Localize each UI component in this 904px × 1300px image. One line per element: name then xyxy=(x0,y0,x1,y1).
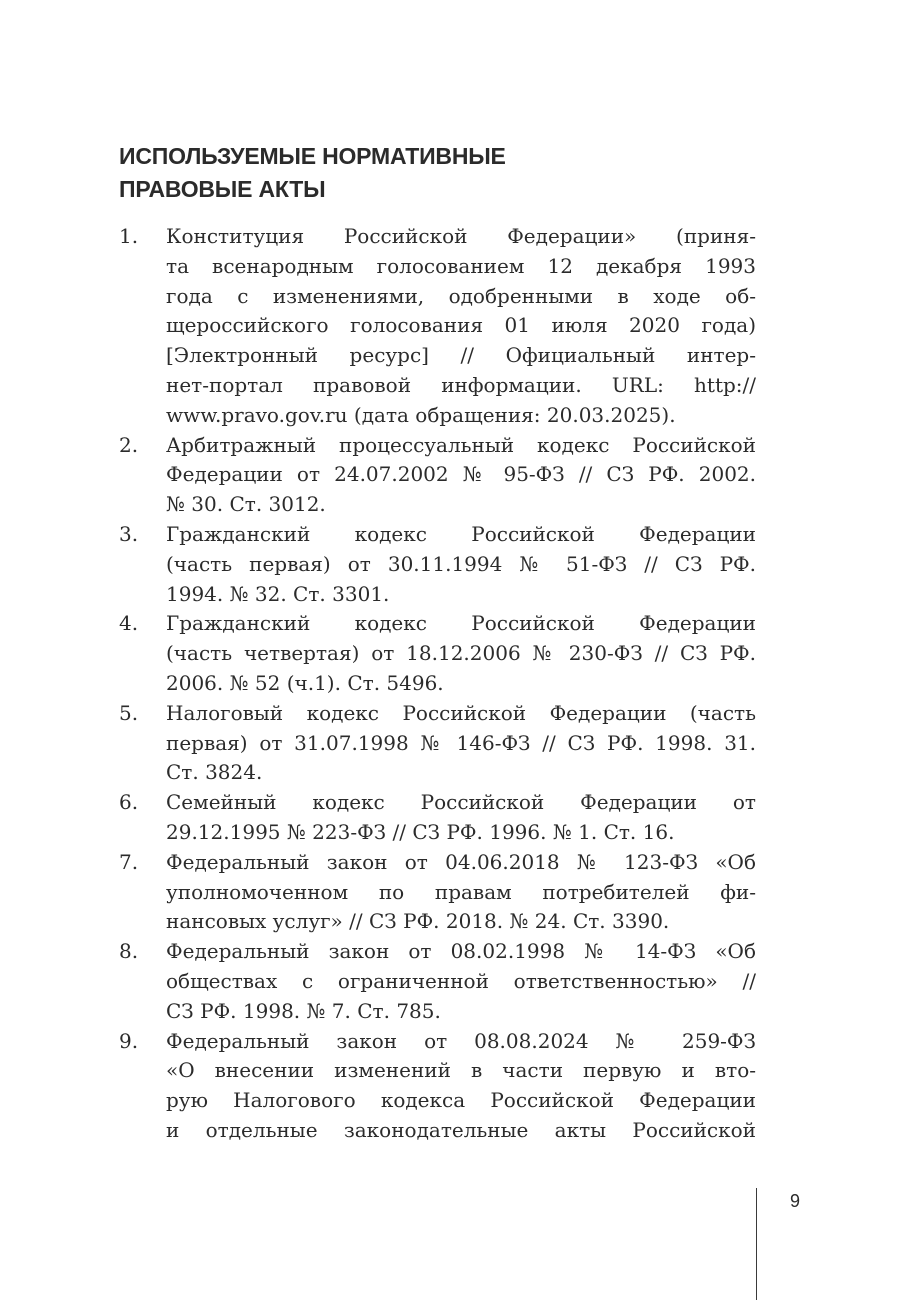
reference-text-line: (часть первая) от 30.11.1994 № 51-ФЗ // СЗ РФ. xyxy=(166,551,756,576)
reference-text-line: Арбитражный процессуальный кодекс Российской xyxy=(166,432,756,457)
reference-text-line: [Электронный ресурс] // Официальный интер- xyxy=(166,343,756,368)
reference-number: 5. xyxy=(119,700,139,725)
reference-item xyxy=(119,788,756,848)
reference-number: 7. xyxy=(119,849,139,874)
reference-number: 6. xyxy=(119,790,139,815)
reference-text-line: «О внесении изменений в части первую и вто- xyxy=(166,1058,756,1083)
reference-text-line: № 30. Ст. 3012. xyxy=(166,492,326,517)
reference-item xyxy=(119,1027,756,1146)
reference-text-line: 1994. № 32. Ст. 3301. xyxy=(166,581,390,606)
reference-item xyxy=(119,431,756,520)
reference-text-line: Конституция Российской Федерации» (приня- xyxy=(166,224,756,248)
reference-text-line: 29.12.1995 № 223-ФЗ // СЗ РФ. 1996. № 1. Ст. 16. xyxy=(166,819,675,844)
reference-number: 1. xyxy=(119,224,139,248)
reference-text-line: обществах с ограниченной ответственностью» // xyxy=(166,968,756,993)
reference-number: 2. xyxy=(119,432,139,457)
reference-text-line: Федеральный закон от 08.02.1998 № 14-ФЗ «Об xyxy=(166,939,756,964)
reference-text-line: 2006. № 52 (ч.1). Ст. 5496. xyxy=(166,670,444,695)
reference-text-line: www.pravo.gov.ru (дата обращения: 20.03.2025). xyxy=(166,402,676,427)
reference-text-line: рую Налогового кодекса Российской Федерации xyxy=(166,1088,756,1113)
reference-item xyxy=(119,222,756,431)
reference-text-line: Федерации от 24.07.2002 № 95-ФЗ // СЗ РФ. 2002. xyxy=(166,462,756,487)
reference-text-line: нансовых услуг» // СЗ РФ. 2018. № 24. Ст. 3390. xyxy=(166,909,670,934)
reference-text-line: Налоговый кодекс Российской Федерации (часть xyxy=(166,700,756,725)
reference-text-line: нет-портал правовой информации. URL: http:// xyxy=(166,372,756,397)
heading-line-2: ПРАВОВЫЕ АКТЫ xyxy=(119,176,326,202)
reference-text-line: щероссийского голосования 01 июля 2020 года) xyxy=(166,313,756,338)
reference-item xyxy=(119,848,756,937)
reference-text-line: Федеральный закон от 04.06.2018 № 123-ФЗ «Об xyxy=(166,849,756,874)
reference-item xyxy=(119,609,756,698)
reference-number: 3. xyxy=(119,521,139,546)
reference-number: 4. xyxy=(119,611,139,636)
reference-text-line: и отдельные законодательные акты Российской xyxy=(166,1117,756,1142)
reference-text-line: Гражданский кодекс Российской Федерации xyxy=(166,521,756,546)
reference-item xyxy=(119,937,756,1026)
reference-text-line: Ст. 3824. xyxy=(166,760,263,785)
heading-line-1: ИСПОЛЬЗУЕМЫЕ НОРМАТИВНЫЕ xyxy=(119,143,506,169)
reference-text-line: первая) от 31.07.1998 № 146-ФЗ // СЗ РФ. 1998. 31. xyxy=(166,730,756,755)
section-heading xyxy=(119,140,506,206)
page-number: 9 xyxy=(790,1191,801,1211)
reference-number: 8. xyxy=(119,939,139,964)
reference-text-line: Семейный кодекс Российской Федерации от xyxy=(166,790,756,815)
page-number-rule xyxy=(756,1188,757,1300)
reference-text-line: Федеральный закон от 08.08.2024 № 259-ФЗ xyxy=(166,1028,756,1053)
reference-text-line: года с изменениями, одобренными в ходе об- xyxy=(166,283,756,308)
reference-text-line: (часть четвертая) от 18.12.2006 № 230-ФЗ // СЗ РФ. xyxy=(166,641,756,666)
reference-text-line: СЗ РФ. 1998. № 7. Ст. 785. xyxy=(166,998,441,1023)
reference-text-line: та всенародным голосованием 12 декабря 1993 xyxy=(166,253,756,278)
reference-text-line: уполномоченном по правам потребителей фи- xyxy=(166,879,756,904)
reference-list xyxy=(119,222,756,1146)
reference-item xyxy=(119,520,756,609)
reference-number: 9. xyxy=(119,1028,139,1053)
reference-text-line: Гражданский кодекс Российской Федерации xyxy=(166,611,756,636)
reference-item xyxy=(119,699,756,788)
